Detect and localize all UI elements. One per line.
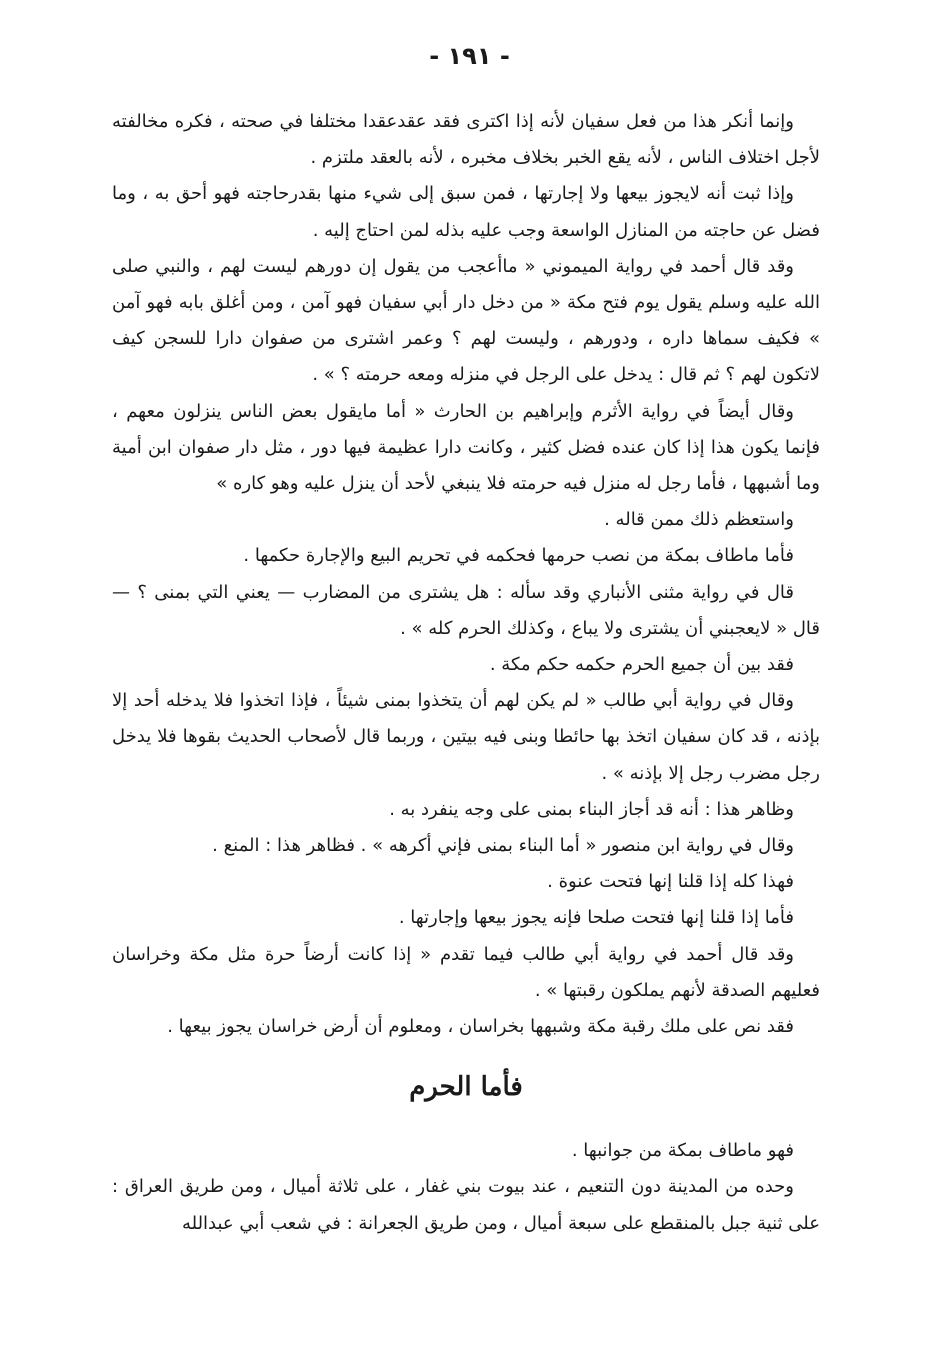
paragraph: فهو ماطاف بمكة من جوانبها .: [571, 1140, 794, 1162]
paragraph: فهذا كله إذا قلنا إنها فتحت عنوة .: [547, 871, 794, 893]
section-heading: فأما الحرم: [409, 1072, 523, 1103]
paragraph: وإنما أنكر هذا من فعل سفيان لأنه إذا اكترى فقد عقدعقدا مختلفا في صحته ، فكره مخالفته لأجل اختلاف الناس ، لأنه يقع الخبر بخلاف مخبره ، لأنه بالعقد ملتزم .: [112, 111, 820, 169]
paragraph: واستعظم ذلك ممن قاله .: [604, 509, 794, 531]
paragraph: وقد قال أحمد في رواية الميموني « ماأعجب من يقول إن دورهم ليست لهم ، والنبي صلى الله عليه وسلم يقول يوم فتح مكة « من دخل دار أبي سفيان فهو آمن ، ومن أغلق بابه فهو آمن » فكيف سماها داره ، ودورهم ، وليست لهم ؟ وعمر اشترى من صفوان دارا للسجن كيف لاتكون لهم ؟ ثم قال : يدخل على الرجل في منزله ومعه حرمته ؟ » .: [112, 255, 820, 386]
paragraph: وظاهر هذا : أنه قد أجاز البناء بمنى على وجه ينفرد به .: [389, 798, 794, 820]
paragraph: فقد نص على ملك رقبة مكة وشبهها بخراسان ، ومعلوم أن أرض خراسان يجوز بيعها .: [167, 1016, 794, 1038]
paragraph: فأما ماطاف بمكة من نصب حرمها فحكمه في تحريم البيع والإجارة حكمها .: [243, 545, 794, 567]
paragraph: قال في رواية مثنى الأنباري وقد سأله : هل يشترى من المضارب — يعني التي بمنى ؟ — قال « لايعجبني أن يشترى ولا يباع ، وكذلك الحرم كله » .: [112, 581, 820, 639]
paragraph: وقال في رواية ابن منصور « أما البناء بمنى فإني أكرهه » . فظاهر هذا : المنع .: [212, 835, 794, 857]
paragraph: وقال أيضاً في رواية الأثرم وإبراهيم بن الحارث « أما مايقول بعض الناس ينزلون معهم ، فإنما يكون هذا إذا كان عنده فضل كثير ، وكانت دارا عظيمة فيها دور ، مثل دار صفوان ابن أمية وما أشبهها ، فأما رجل له منزل فيه حرمته فلا ينبغي لأحد أن ينزل عليه وهو كاره »: [112, 400, 820, 495]
page-number: - ١٩١ -: [429, 42, 510, 70]
paragraph: وقد قال أحمد في رواية أبي طالب فيما تقدم « إذا كانت أرضاً حرة مثل مكة وخراسان فعليهم الصدقة لأنهم يملكون رقبتها » .: [112, 943, 820, 1001]
paragraph: وإذا ثبت أنه لايجوز بيعها ولا إجارتها ، فمن سبق إلى شيء منها بقدرحاجته فهو أحق به ، وما فضل عن حاجته من المنازل الواسعة وجب عليه بذله لمن احتاج إليه .: [112, 183, 820, 241]
paragraph: وحده من المدينة دون التنعيم ، عند بيوت بني غفار ، على ثلاثة أميال ، ومن طريق العراق : على ثنية جبل بالمنقطع على سبعة أميال ، ومن طريق الجعرانة : في شعب أبي عبدالله: [112, 1176, 820, 1234]
body-text: [112, 104, 820, 1242]
paragraph: فأما إذا قلنا إنها فتحت صلحا فإنه يجوز بيعها وإجارتها .: [398, 907, 794, 929]
paragraph: فقد بين أن جميع الحرم حكمه حكم مكة .: [489, 654, 794, 676]
paragraph: وقال في رواية أبي طالب « لم يكن لهم أن يتخذوا بمنى شيئاً ، فإذا اتخذوا فلا يدخله أحد إلا بإذنه ، قد كان سفيان اتخذ بها حائطا وبنى فيه بيتين ، وربما قال لأصحاب الحديث بقوها فلا يدخل رجل مضرب رجل إلا بإذنه » .: [112, 690, 820, 784]
